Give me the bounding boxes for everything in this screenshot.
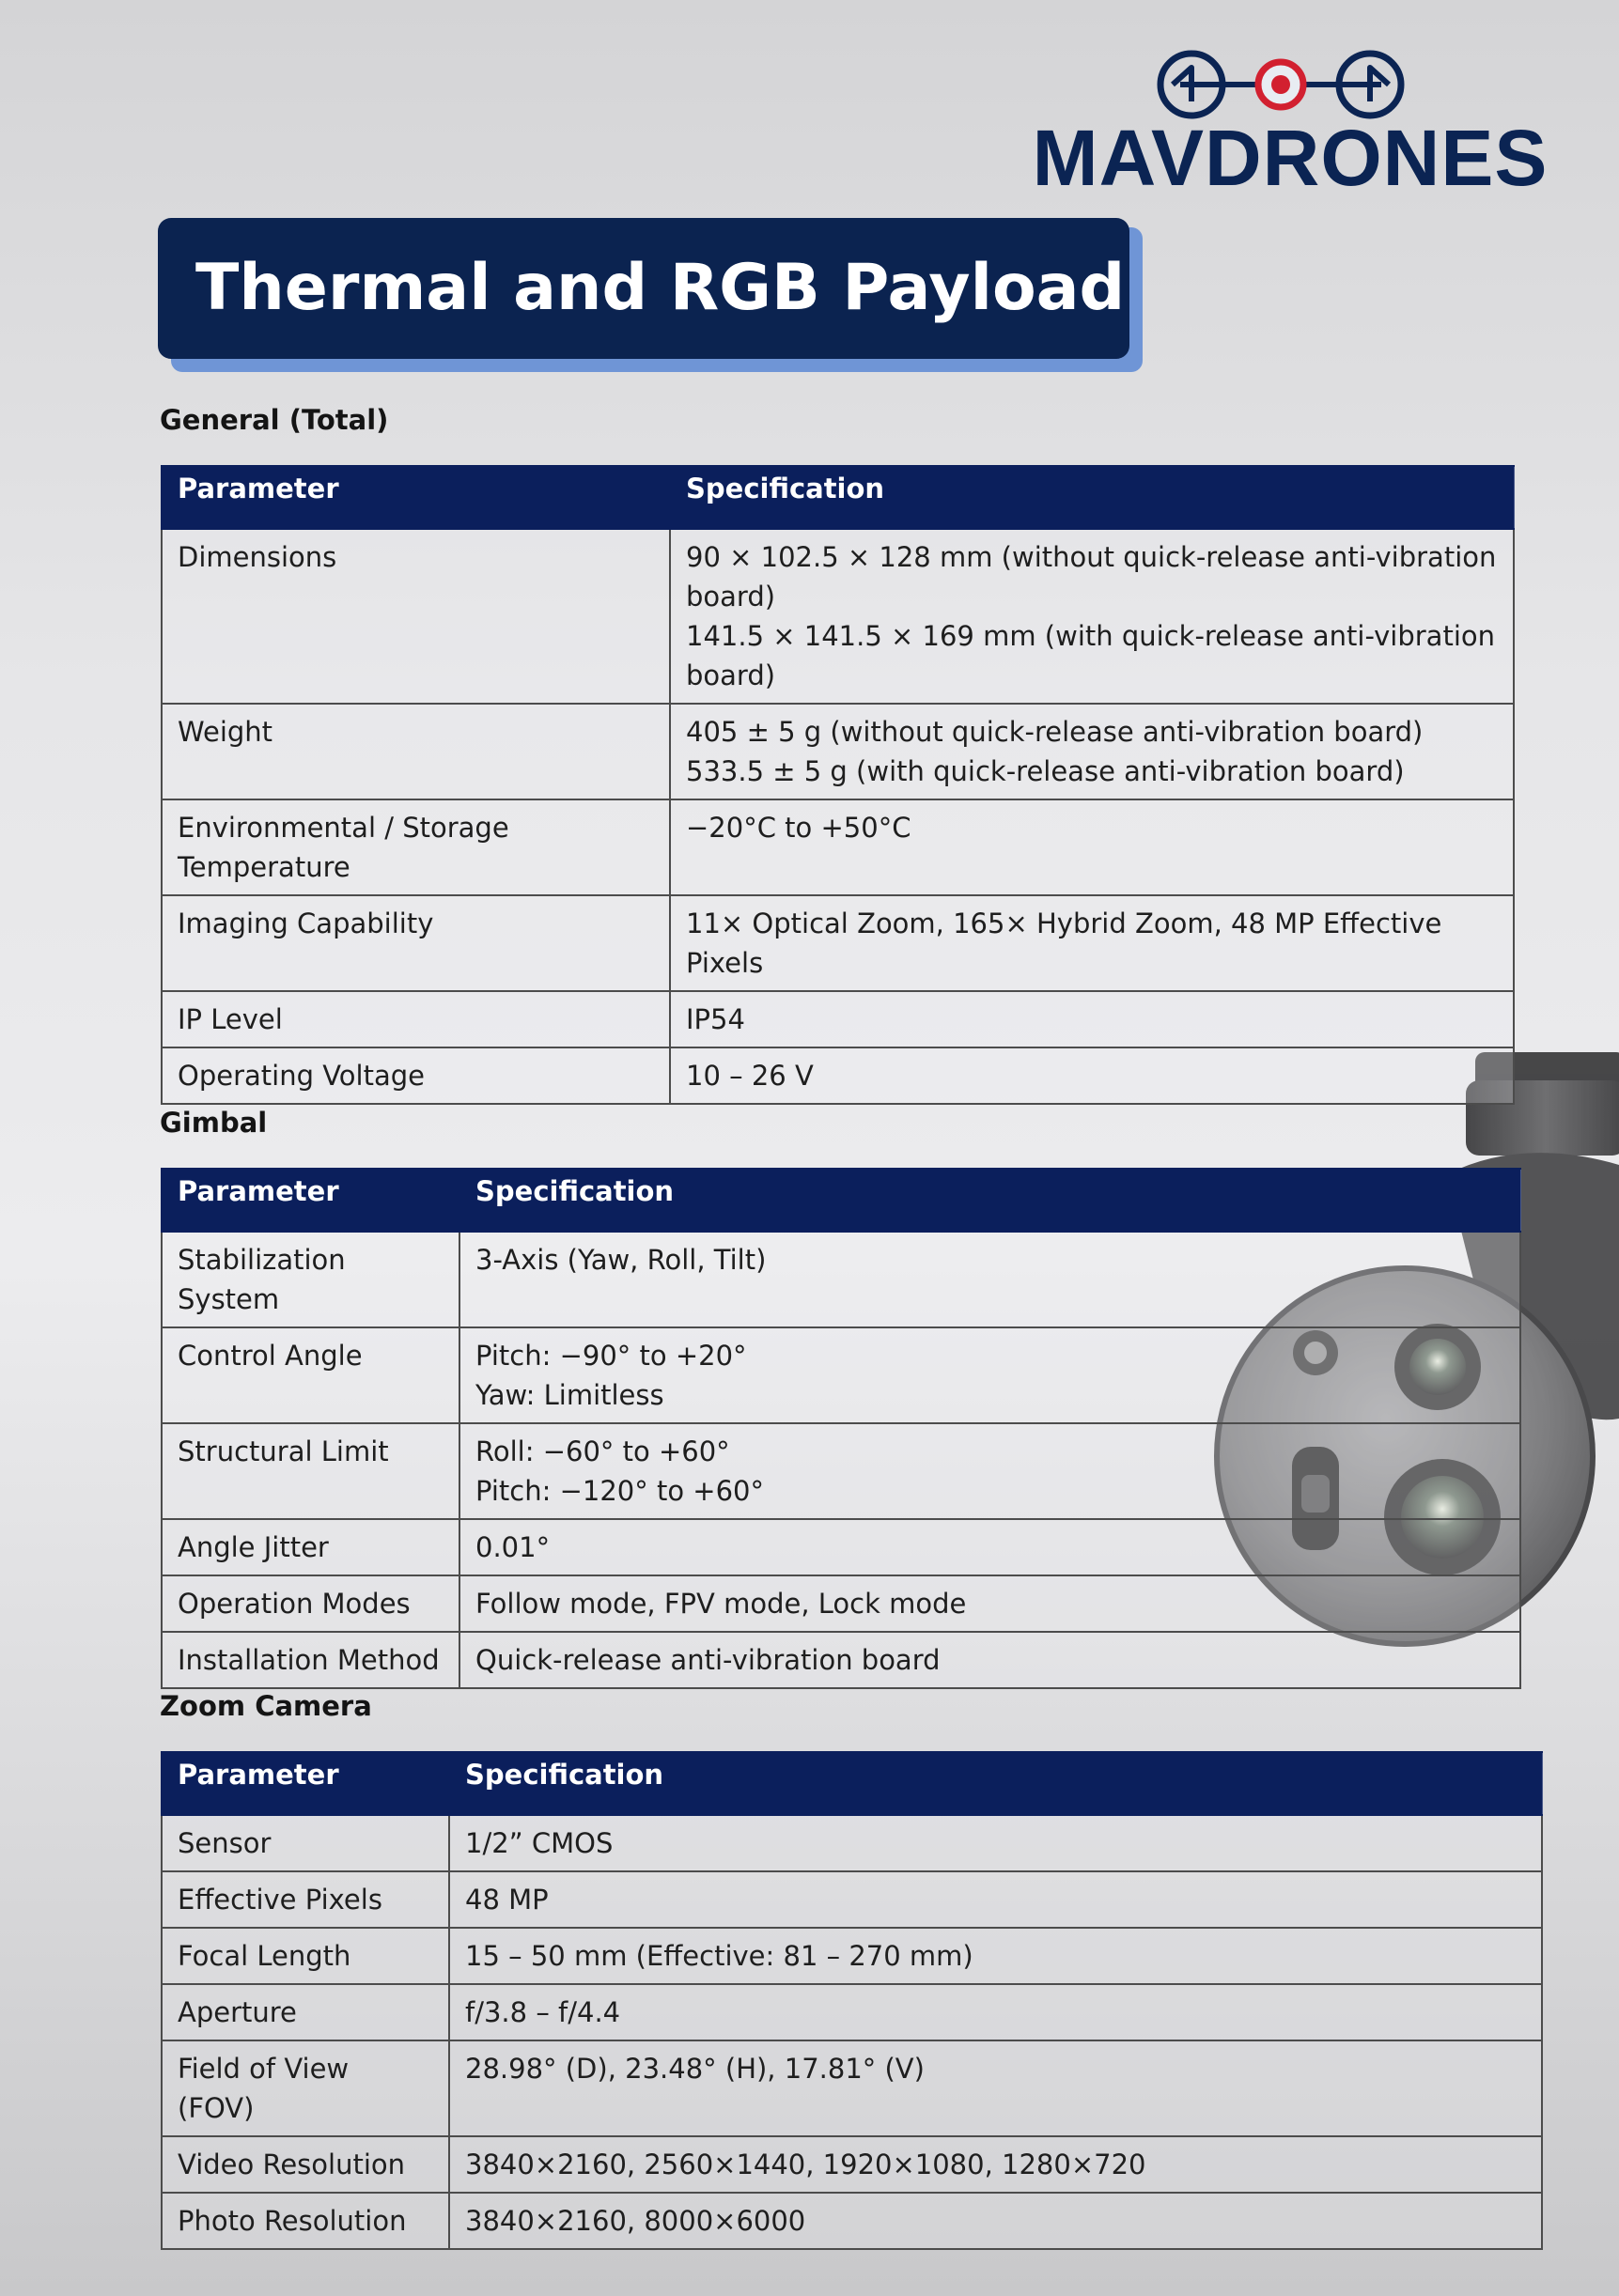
specification-cell (449, 1984, 1542, 2040)
specification-cell (459, 1632, 1520, 1688)
specification-line: 3840×2160, 8000×6000 (465, 2205, 806, 2237)
table-row (162, 1575, 1520, 1632)
specification-line: −20°C to +50°C (686, 812, 911, 844)
table-row (162, 991, 1514, 1047)
specification-line: Follow mode, FPV mode, Lock mode (475, 1588, 967, 1620)
table-row (162, 2193, 1542, 2249)
specification-cell (670, 1047, 1514, 1104)
table-header-row (162, 1752, 1542, 1815)
parameter-cell: Stabilization System (162, 1232, 459, 1327)
specification-cell (449, 2136, 1542, 2193)
table-row (162, 2136, 1542, 2193)
specification-line: board) (686, 581, 776, 613)
general-spec-table (161, 465, 1515, 1105)
specification-line: board) (686, 659, 776, 691)
table-row (162, 1815, 1542, 1871)
specification-cell (459, 1575, 1520, 1632)
specification-line: 0.01° (475, 1531, 551, 1563)
specification-cell (449, 2040, 1542, 2136)
table-row (162, 1423, 1520, 1519)
specification-line: f/3.8 – f/4.4 (465, 1996, 621, 2028)
parameter-cell: Operation Modes (162, 1575, 459, 1632)
parameter-cell: Effective Pixels (162, 1871, 449, 1928)
specification-cell (449, 1928, 1542, 1984)
parameter-cell: Aperture (162, 1984, 449, 2040)
column-header-specification: Specification (670, 466, 1514, 529)
table-header-row (162, 466, 1514, 529)
table-row (162, 1984, 1542, 2040)
table-row (162, 1519, 1520, 1575)
parameter-cell: Weight (162, 704, 670, 799)
specification-cell (670, 704, 1514, 799)
parameter-cell: Imaging Capability (162, 895, 670, 991)
specification-cell (459, 1423, 1520, 1519)
page-title: Thermal and RGB Payload (195, 251, 1126, 325)
parameter-cell: Dimensions (162, 529, 670, 704)
column-header-parameter: Parameter (162, 466, 670, 529)
table-row (162, 1928, 1542, 1984)
parameter-cell: Angle Jitter (162, 1519, 459, 1575)
specification-cell (459, 1519, 1520, 1575)
table-row (162, 1632, 1520, 1688)
specification-cell (449, 1871, 1542, 1928)
column-header-parameter: Parameter (162, 1752, 449, 1815)
table-row (162, 704, 1514, 799)
table-row (162, 2040, 1542, 2136)
parameter-cell: Environmental / Storage Temperature (162, 799, 670, 895)
table-row (162, 1047, 1514, 1104)
section-heading-zoom-camera: Zoom Camera (160, 1690, 372, 1722)
table-row (162, 1327, 1520, 1423)
parameter-cell: Field of View (FOV) (162, 2040, 449, 2136)
specification-cell (459, 1327, 1520, 1423)
specification-line: Roll: −60° to +60° (475, 1435, 730, 1467)
specification-line: 533.5 ± 5 g (with quick-release anti-vibration board) (686, 755, 1405, 787)
specification-line: IP54 (686, 1003, 745, 1035)
parameter-cell: Sensor (162, 1815, 449, 1871)
specification-cell (670, 529, 1514, 704)
column-header-specification: Specification (459, 1169, 1520, 1232)
section-heading-general: General (Total) (160, 404, 389, 436)
section-heading-gimbal: Gimbal (160, 1107, 268, 1139)
gimbal-spec-table (161, 1168, 1521, 1689)
parameter-cell: IP Level (162, 991, 670, 1047)
zoom-camera-spec-table (161, 1751, 1543, 2250)
column-header-parameter: Parameter (162, 1169, 459, 1232)
parameter-cell: Installation Method (162, 1632, 459, 1688)
specification-line: 90 × 102.5 × 128 mm (without quick-release anti-vibration (686, 541, 1497, 573)
specification-cell (670, 799, 1514, 895)
table-row (162, 1871, 1542, 1928)
table-row (162, 1232, 1520, 1327)
parameter-cell: Photo Resolution (162, 2193, 449, 2249)
specification-line: 1/2” CMOS (465, 1827, 614, 1859)
parameter-cell: Operating Voltage (162, 1047, 670, 1104)
specification-cell (449, 1815, 1542, 1871)
specification-line: Quick-release anti-vibration board (475, 1644, 941, 1676)
parameter-cell: Focal Length (162, 1928, 449, 1984)
specification-line: 48 MP (465, 1884, 549, 1916)
specification-line: 3840×2160, 2560×1440, 1920×1080, 1280×720 (465, 2149, 1146, 2180)
parameter-cell: Video Resolution (162, 2136, 449, 2193)
specification-cell (670, 991, 1514, 1047)
title-banner (158, 218, 1129, 359)
table-row (162, 895, 1514, 991)
specification-cell (670, 895, 1514, 991)
specification-cell (459, 1232, 1520, 1327)
drone-logo-icon (1154, 47, 1408, 122)
specification-line: 11× Optical Zoom, 165× Hybrid Zoom, 48 MP Effective Pixels (686, 908, 1442, 979)
parameter-cell: Structural Limit (162, 1423, 459, 1519)
specification-line: Pitch: −90° to +20° (475, 1340, 747, 1372)
specification-line: 405 ± 5 g (without quick-release anti-vibration board) (686, 716, 1424, 748)
brand-logo (1032, 47, 1549, 202)
table-header-row (162, 1169, 1520, 1232)
logo-text: MAVDRONES (1032, 114, 1549, 202)
specification-line: 15 – 50 mm (Effective: 81 – 270 mm) (465, 1940, 973, 1972)
specification-line: Yaw: Limitless (475, 1379, 664, 1411)
parameter-cell: Control Angle (162, 1327, 459, 1423)
specification-line: 28.98° (D), 23.48° (H), 17.81° (V) (465, 2053, 925, 2085)
table-row (162, 799, 1514, 895)
specification-line: 3-Axis (Yaw, Roll, Tilt) (475, 1244, 767, 1276)
specification-cell (449, 2193, 1542, 2249)
table-row (162, 529, 1514, 704)
specification-line: 10 – 26 V (686, 1060, 814, 1092)
column-header-specification: Specification (449, 1752, 1542, 1815)
specification-line: Pitch: −120° to +60° (475, 1475, 764, 1507)
specification-line: 141.5 × 141.5 × 169 mm (with quick-release anti-vibration (686, 620, 1496, 652)
